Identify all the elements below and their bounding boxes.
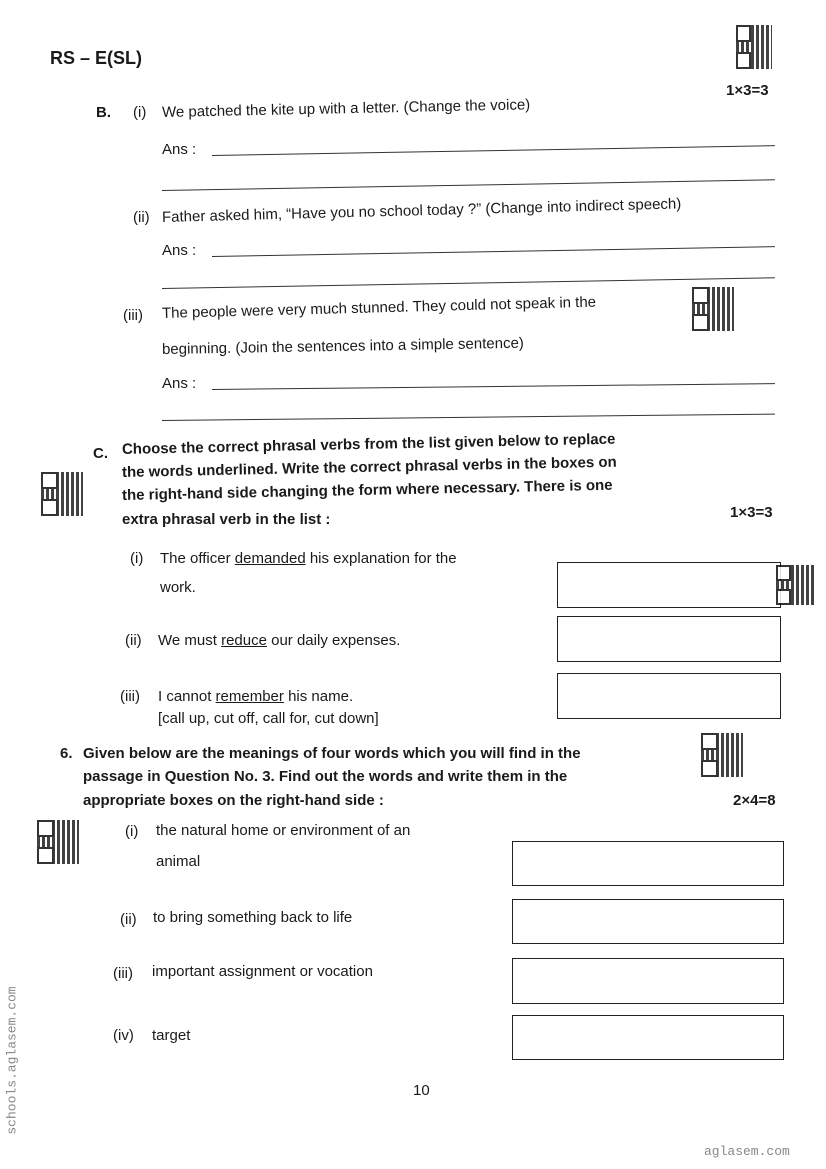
question-number: (i) — [125, 823, 139, 840]
answer-box[interactable] — [557, 673, 781, 719]
answer-box[interactable] — [512, 1015, 784, 1060]
question-number: (ii) — [133, 209, 150, 226]
question-text: We patched the kite up with a letter. (Change the voice) — [161, 96, 531, 121]
answer-box[interactable] — [512, 841, 784, 886]
answer-label: Ans : — [162, 375, 197, 392]
qr-code-icon — [736, 25, 772, 69]
question-number: (ii) — [120, 911, 137, 928]
instruction-line: appropriate boxes on the right-hand side : — [83, 792, 384, 809]
qr-code-icon — [701, 733, 743, 777]
question-number: (ii) — [125, 632, 142, 649]
qr-code-icon — [692, 287, 734, 331]
instruction-line: the right-hand side changing the form where necessary. There is one — [121, 476, 613, 504]
answer-line[interactable] — [212, 145, 775, 156]
marks-b: 1×3=3 — [726, 82, 769, 99]
marks-c: 1×3=3 — [730, 504, 773, 521]
question-text: target — [152, 1027, 191, 1044]
section-b-label: B. — [96, 104, 111, 121]
answer-box[interactable] — [512, 899, 784, 944]
section-c-label: C. — [93, 445, 108, 462]
paper-code: RS – E(SL) — [50, 48, 143, 68]
question-text: important assignment or vocation — [152, 963, 373, 980]
side-watermark: schools.aglasem.com — [4, 986, 20, 1135]
question-number: (iii) — [113, 965, 133, 982]
answer-box[interactable] — [557, 616, 781, 662]
question-text: The officer demanded his explanation for the — [160, 550, 457, 567]
question-6-label: 6. — [60, 745, 73, 762]
instruction-line: extra phrasal verb in the list : — [122, 511, 331, 528]
answer-line[interactable] — [212, 246, 775, 257]
corner-watermark: aglasem.com — [704, 1144, 790, 1159]
phrasal-verb-list: [call up, cut off, call for, cut down] — [158, 710, 379, 727]
question-text: I cannot remember his name. — [158, 688, 354, 705]
question-text-continued: beginning. (Join the sentences into a simple sentence) — [161, 334, 524, 358]
question-text: Father asked him, “Have you no school today ?” (Change into indirect speech) — [161, 195, 682, 226]
question-text: to bring something back to life — [153, 909, 353, 926]
answer-line[interactable] — [162, 179, 775, 191]
qr-code-icon — [37, 820, 79, 864]
answer-label: Ans : — [162, 242, 197, 259]
answer-line[interactable] — [212, 383, 775, 390]
instruction-line: Given below are the meanings of four words which you will find in the — [83, 745, 581, 762]
answer-box[interactable] — [512, 958, 784, 1004]
page-number: 10 — [413, 1082, 430, 1099]
answer-line[interactable] — [162, 277, 775, 289]
answer-label: Ans : — [162, 141, 197, 158]
question-number: (i) — [130, 550, 144, 567]
question-number: (iv) — [113, 1027, 134, 1044]
answer-box[interactable] — [557, 562, 781, 608]
question-text: The people were very much stunned. They could not speak in the — [161, 293, 597, 322]
question-number: (iii) — [120, 688, 140, 705]
question-text: the natural home or environment of an — [156, 822, 411, 839]
qr-code-icon — [776, 565, 814, 605]
question-number: (iii) — [123, 307, 143, 324]
instruction-line: the words underlined. Write the correct phrasal verbs in the boxes on — [121, 453, 617, 481]
qr-code-icon — [41, 472, 83, 516]
question-number: (i) — [133, 104, 147, 121]
instruction-line: Choose the correct phrasal verbs from the list given below to replace — [121, 430, 616, 458]
question-text: We must reduce our daily expenses. — [158, 632, 401, 649]
question-text-continued: animal — [156, 853, 201, 870]
question-text-continued: work. — [160, 579, 196, 596]
marks-6: 2×4=8 — [733, 792, 776, 809]
answer-line[interactable] — [162, 414, 775, 421]
instruction-line: passage in Question No. 3. Find out the words and write them in the — [83, 768, 568, 785]
